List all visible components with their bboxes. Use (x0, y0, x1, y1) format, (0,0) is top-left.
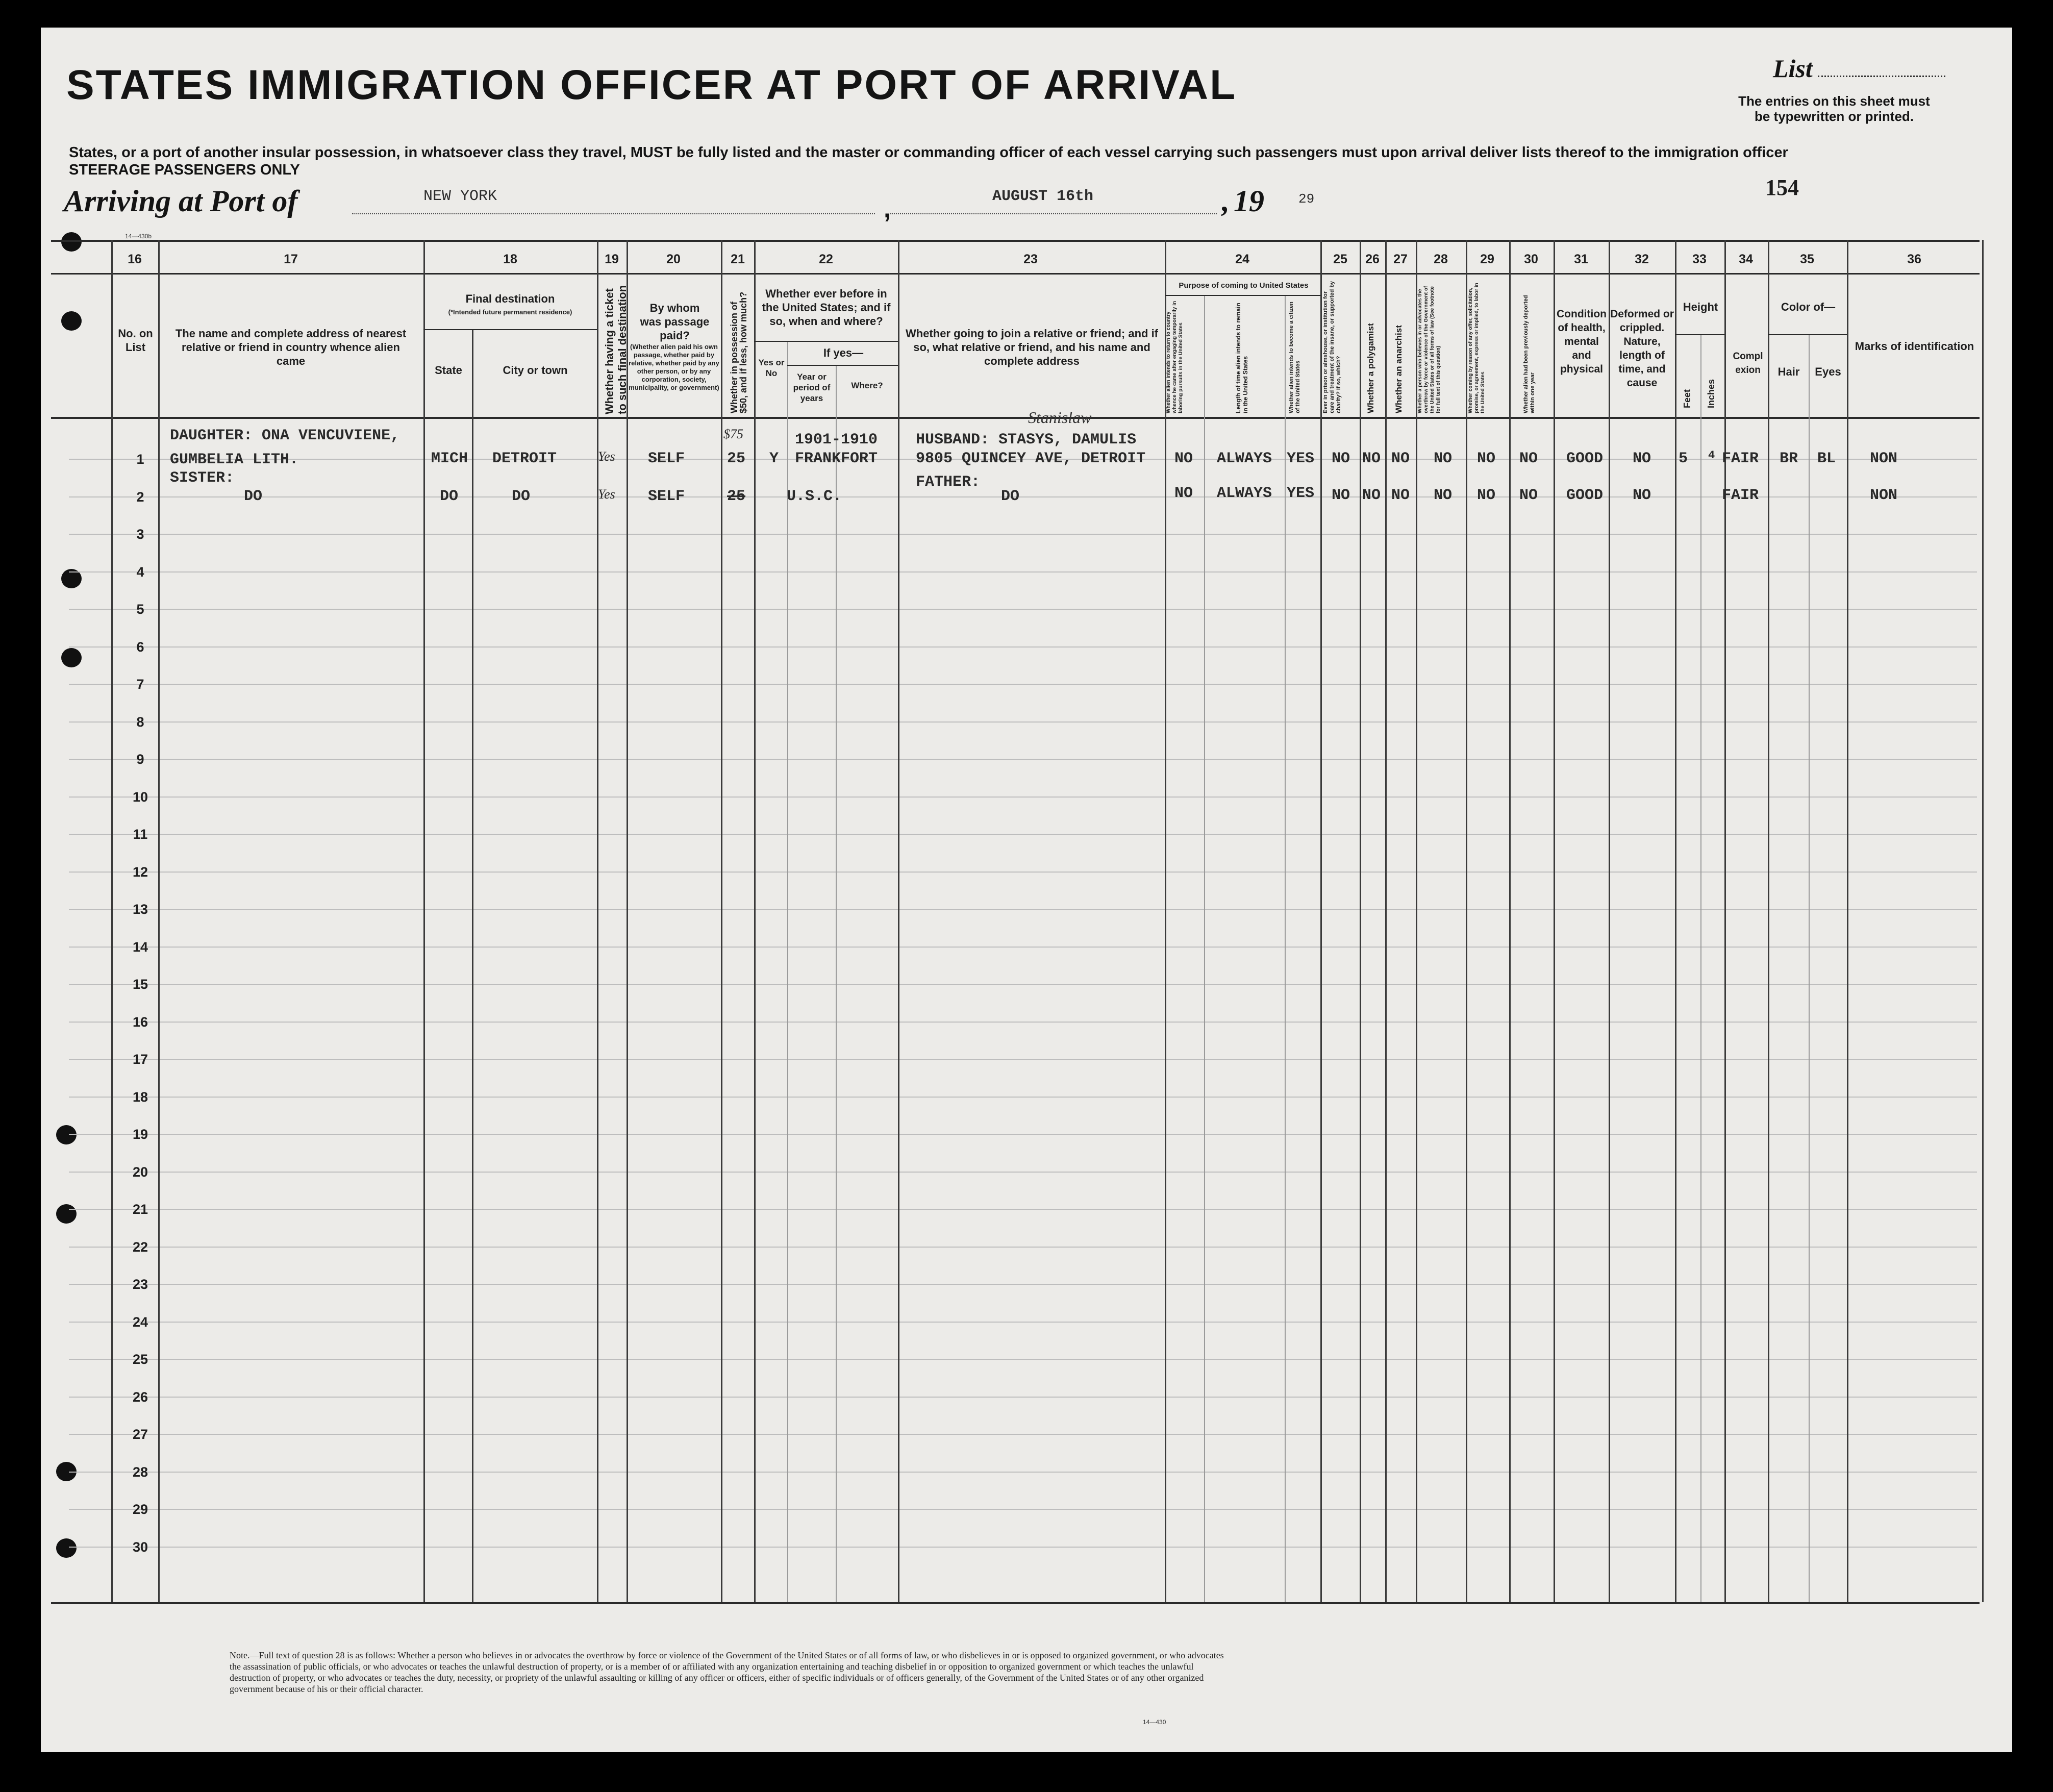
joining-row2-line1: FATHER: (916, 474, 981, 491)
money-row1: 25 (727, 450, 746, 467)
header-feet: Feet (1682, 389, 1692, 408)
row-number: 29 (132, 1502, 148, 1517)
joining-row1-line2: 9805 QUINCEY AVE, DETROIT (916, 450, 1146, 467)
header-ticket: Whether having a ticket to such final destination (603, 285, 629, 414)
row-number: 19 (132, 1127, 148, 1142)
header-health: Condition of health, mental and physical (1557, 308, 1607, 375)
col-num-27: 27 (1393, 252, 1408, 266)
binder-hole (56, 1204, 77, 1224)
form-code: 14—430b (125, 233, 152, 240)
header-state: State (435, 364, 462, 377)
header-complexion: Complexion (1733, 351, 1763, 376)
row-divider (69, 947, 1977, 948)
row-divider (69, 984, 1977, 985)
row-number: 1 (136, 452, 144, 467)
header-joining: Whether going to join a relative or friend; and if so, what relative or friend, and his name and complete address (905, 327, 1159, 367)
marks-row1: NON (1870, 450, 1898, 467)
col-num-34: 34 (1739, 252, 1753, 266)
header-city: City or town (503, 364, 568, 377)
paid-by-row2: SELF (648, 488, 685, 505)
header-where: Where? (851, 381, 883, 390)
col-num-20: 20 (666, 252, 681, 266)
binder-hole (56, 1538, 77, 1558)
header-ever-before: Whether ever before in the United States; and if so, when and where? (762, 287, 891, 328)
row-number: 28 (132, 1464, 148, 1480)
complexion-row2: FAIR (1722, 487, 1759, 504)
period-row1: 1901-1910 (795, 431, 878, 449)
date-underline (890, 213, 1217, 214)
row-number: 5 (136, 602, 144, 617)
year-value: 29 (1298, 191, 1315, 207)
row-divider (69, 909, 1977, 910)
q28-row2: NO (1434, 487, 1453, 504)
where-row1: FRANKFORT (795, 450, 878, 467)
row-number: 13 (132, 902, 148, 917)
relative-row2-line1: SISTER: (170, 469, 235, 487)
row-divider (69, 797, 1977, 798)
row-number: 6 (136, 639, 144, 655)
city-row1: DETROIT (492, 450, 557, 467)
row-number: 11 (133, 827, 148, 842)
joining-row2-line2: DO (1001, 488, 1020, 505)
inches-row1: 4 (1708, 449, 1715, 462)
deformed-row2: NO (1633, 487, 1651, 504)
relative-row2-line2: DO (244, 488, 263, 505)
row-divider (69, 646, 1977, 648)
row-number: 12 (132, 864, 148, 880)
header-hair: Hair (1777, 365, 1800, 378)
col-num-26: 26 (1365, 252, 1380, 266)
col-num-23: 23 (1023, 252, 1038, 266)
row-number: 2 (136, 489, 144, 505)
port-value: NEW YORK (423, 188, 497, 205)
header-deformed: Deformed or crippled. Nature, length of time, and cause (1610, 308, 1674, 389)
row-divider (69, 609, 1977, 610)
col-num-24: 24 (1235, 252, 1249, 266)
header-purpose: Purpose of coming to United States (1179, 281, 1309, 290)
col-num-33: 33 (1692, 252, 1707, 266)
anarchist-row1: NO (1391, 450, 1410, 467)
prison-row2: NO (1332, 487, 1350, 504)
header-no-on-list: No. on List (118, 327, 153, 354)
header-inches: Inches (1706, 379, 1716, 408)
row-divider (69, 1472, 1977, 1473)
header-money: Whether in possession of $50, and if less, how much? (729, 291, 748, 413)
row-divider (69, 721, 1977, 723)
row-divider (69, 1434, 1977, 1435)
binder-hole (61, 648, 82, 667)
q30-row1: NO (1519, 450, 1538, 467)
row-divider (69, 1397, 1977, 1398)
row-divider (69, 1247, 1977, 1248)
col-num-30: 30 (1524, 252, 1538, 266)
row-divider (69, 1322, 1977, 1323)
col-num-19: 19 (605, 252, 619, 266)
manifest-sheet (41, 28, 2012, 1752)
header-final-destination-note: (*Intended future permanent residence) (448, 308, 572, 316)
sheet-number: 154 (1765, 175, 1799, 200)
binder-hole (61, 232, 82, 252)
row-number: 22 (132, 1239, 148, 1255)
hair-row1: BR (1780, 450, 1798, 467)
polygamist-row2: NO (1362, 487, 1381, 504)
row-number: 8 (136, 714, 144, 730)
col-num-17: 17 (284, 252, 298, 266)
row-number: 4 (136, 564, 144, 580)
joining-row1-line1: HUSBAND: STASYS, DAMULIS (916, 431, 1137, 449)
binder-hole (56, 1125, 77, 1144)
header-prison: Ever in prison or almshouse, or institution for care and treatment of the insane, or supported by charity? If so, which? (1322, 281, 1342, 413)
header-eyes: Eyes (1815, 365, 1841, 378)
q28-row1: NO (1434, 450, 1453, 467)
row-divider (69, 1284, 1977, 1285)
been-before-row1: Y (769, 450, 779, 467)
length-row1: ALWAYS (1217, 450, 1272, 467)
row-divider (69, 1509, 1977, 1510)
city-row2: DO (512, 488, 531, 505)
header-if-yes: If yes— (823, 346, 864, 359)
footnote: Note.—Full text of question 28 is as follows: Whether a person who believes in or advocates the overthrow by force or violence of the Government of the United States or of all forms of law, or who disbelieves in or is opposed to organized government, or who advocates the assassination of public officials, or who advocates or teaches the unlawful destruction of property, or is a member of or affiliated with any organization entertaining and teaching disbelief in or opposition to organized government or which teaches the unlawful destruction of property, or who advocates or teaches the duty, necessity, or propriety of the unlawful assaulting or killing of any officer or officers, either of specific individuals or of officers generally, of the Government of the United States or of any other organized government because of his or their official character. (230, 1650, 1224, 1694)
header-purpose-return: Whether alien intends to return to country whence he came after engaging temporarily in laboring pursuits in the United States (1166, 301, 1184, 413)
header-polygamist: Whether a polygamist (1366, 323, 1375, 413)
row-number: 3 (136, 527, 144, 542)
header-nearest-relative: The name and complete address of nearest relative or friend in country whence alien came (175, 327, 407, 367)
marks-row2: NON (1870, 487, 1898, 504)
citizen-row2: YES (1287, 485, 1315, 502)
form-title: STATES IMMIGRATION OFFICER AT PORT OF ARRIVAL (66, 62, 1237, 108)
money-row2: 25 (727, 488, 746, 505)
ticket-row2: Yes (598, 487, 615, 502)
row-number: 21 (132, 1202, 148, 1217)
footer-code: 14—430 (1143, 1719, 1166, 1726)
header-passage-paid-note: (Whether alien paid his own passage, whether paid by relative, whether paid by any other person, or by any corporation, society, municipality, or government) (629, 343, 719, 391)
col-num-28: 28 (1434, 252, 1448, 266)
header-passage-paid: By whom was passage paid? (640, 302, 710, 342)
joining-handwritten-row1: Stanislaw (1028, 408, 1092, 427)
where-row2: U.S.C. (787, 488, 842, 505)
header-deported: Whether alien had been previously deported within one year (1523, 295, 1536, 413)
row-divider (69, 759, 1977, 760)
header-question-28: Whether a person who believes in or advocates the overthrow by force or violence of the Government of the United States or of all forms of law (See footnote for full text of this question) (1417, 286, 1441, 413)
row-number: 30 (132, 1539, 148, 1555)
row-divider (69, 1134, 1977, 1135)
relative-row1-line1: DAUGHTER: ONA VENCUVIENE, (170, 427, 400, 444)
header-question-29: Whether coming by reason of any offer, solicitation, promise, or agreement, express or implied, to labor in the United States (1468, 283, 1486, 413)
col-num-22: 22 (819, 252, 833, 266)
header-yes-no: Yes or No (758, 358, 785, 378)
q30-row2: NO (1519, 487, 1538, 504)
col-num-36: 36 (1907, 252, 1921, 266)
q29-row2: NO (1477, 487, 1496, 504)
row-divider (69, 496, 1977, 497)
col-num-35: 35 (1800, 252, 1814, 266)
header-final-destination: Final destination (465, 292, 555, 305)
instruction-line-2: STEERAGE PASSENGERS ONLY (69, 162, 300, 178)
health-row1: GOOD (1566, 450, 1604, 467)
year-label: , 19 (1222, 184, 1264, 218)
port-underline (352, 213, 875, 214)
length-row2: ALWAYS (1217, 485, 1272, 502)
row-number: 16 (132, 1014, 148, 1030)
row-number: 10 (132, 789, 148, 805)
row-number: 25 (132, 1352, 148, 1367)
instruction-line-1: States, or a port of another insular possession, in whatsoever class they travel, MUST be fully listed and the master or commanding officer of each vessel carrying such passengers must upon arrival deliver lists thereof to the immigration officer (69, 144, 1788, 161)
col-num-31: 31 (1574, 252, 1588, 266)
row-divider (69, 1022, 1977, 1023)
row-divider (69, 1172, 1977, 1173)
header-anarchist: Whether an anarchist (1394, 325, 1404, 413)
header-height: Height (1683, 301, 1718, 313)
col-num-18: 18 (503, 252, 517, 266)
ticket-row1: Yes (598, 449, 615, 464)
arriving-label: Arriving at Port of (64, 184, 298, 218)
row-divider (69, 1059, 1977, 1060)
state-row1: MICH (431, 450, 468, 467)
row-divider (69, 1097, 1977, 1098)
paid-by-row1: SELF (648, 450, 685, 467)
row-divider (69, 1547, 1977, 1548)
relative-row1-line2: GUMBELIA LITH. (170, 451, 299, 468)
col-num-32: 32 (1635, 252, 1649, 266)
header-marks: Marks of identification (1855, 340, 1974, 353)
complexion-row1: FAIR (1722, 450, 1759, 467)
deformed-row1: NO (1633, 450, 1651, 467)
col-num-29: 29 (1480, 252, 1494, 266)
feet-row1: 5 (1679, 450, 1688, 467)
row-number: 18 (132, 1089, 148, 1105)
binder-hole (61, 311, 82, 331)
row-number: 7 (136, 677, 144, 692)
row-number: 14 (132, 939, 148, 955)
date-value: AUGUST 16th (992, 188, 1094, 205)
row-divider (69, 684, 1977, 685)
return-row2: NO (1174, 485, 1193, 502)
header-purpose-length: Length of time alien intends to remain in the United States (1235, 303, 1249, 413)
eyes-row1: BL (1817, 450, 1836, 467)
row-divider (69, 1209, 1977, 1210)
typewritten-note: The entries on this sheet must be typewritten or printed. (1738, 93, 1930, 124)
row-divider (69, 571, 1977, 573)
list-label: List (1773, 54, 1945, 83)
row-number: 17 (132, 1052, 148, 1067)
state-row2: DO (440, 488, 459, 505)
col-num-25: 25 (1333, 252, 1347, 266)
anarchist-row2: NO (1391, 487, 1410, 504)
polygamist-row1: NO (1362, 450, 1381, 467)
row-number: 23 (132, 1277, 148, 1292)
header-period: Year or period of years (793, 372, 831, 403)
citizen-row1: YES (1287, 450, 1315, 467)
q29-row1: NO (1477, 450, 1496, 467)
row-divider (69, 1359, 1977, 1360)
health-row2: GOOD (1566, 487, 1604, 504)
row-divider (69, 834, 1977, 835)
col-num-21: 21 (731, 252, 745, 266)
comma-mark: , (884, 194, 891, 223)
prison-row1: NO (1332, 450, 1350, 467)
row-number: 24 (132, 1314, 148, 1330)
return-row1: NO (1174, 450, 1193, 467)
row-number: 26 (132, 1389, 148, 1405)
header-purpose-citizen: Whether alien intends to become a citizen of the United States (1288, 302, 1301, 413)
row-number: 15 (132, 977, 148, 992)
row-number: 27 (132, 1427, 148, 1442)
row-number: 20 (132, 1164, 148, 1180)
row-number: 9 (136, 752, 144, 767)
col-num-16: 16 (128, 252, 142, 266)
row-divider (69, 872, 1977, 873)
row-divider (69, 534, 1977, 535)
header-color-of: Color of— (1781, 301, 1836, 313)
money-note-row1: $75 (723, 427, 743, 441)
